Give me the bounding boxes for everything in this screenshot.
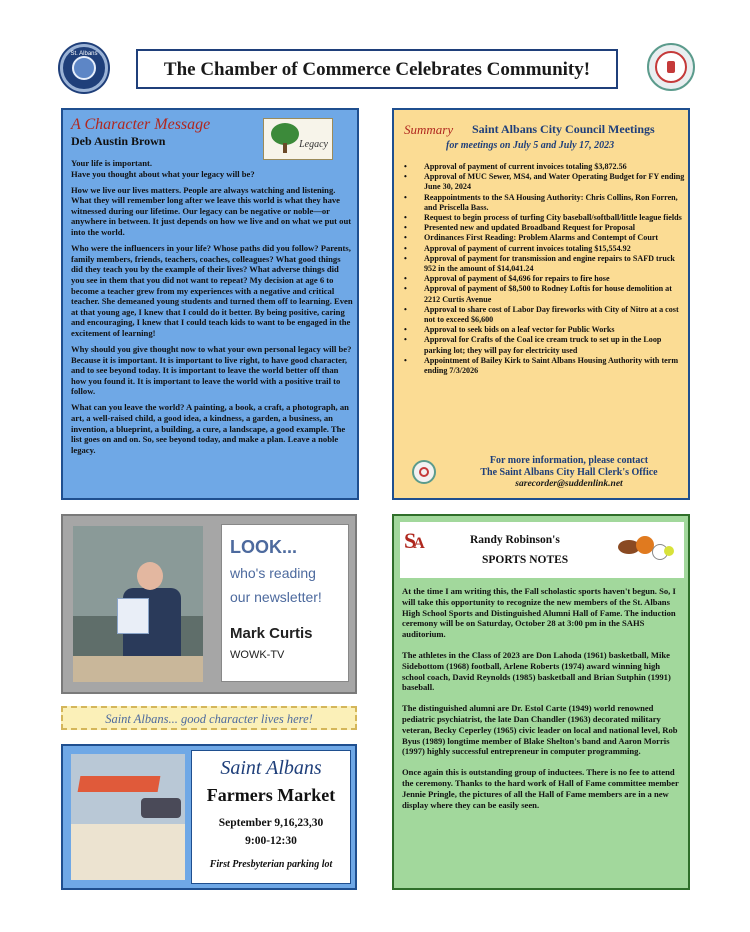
- summary-contact: [454, 455, 684, 479]
- sports-paragraph: At the time I am writing this, the Fall scholastic sports haven't begun. So, I will take this opportunity to recognize the new members of the St. Albans High School Sports and Distinguished Alumni Hall of Fame. The induction ceremony will be on Saturday, October 28 at 3:00 pm in the SAHS auditorium.: [402, 586, 676, 640]
- sahs-logo-a: A: [413, 535, 422, 552]
- newsletter-icon: [117, 598, 149, 634]
- character-paragraph: How we live our lives matters. People are always watching and listening. What they will remember long after we leave this world is what they have witnessed during our lifetime. Our legacy can be negative or noble—or anywhere in between. It just depends on how we live and on what we put out into the world.: [71, 184, 352, 238]
- farmers-market-panel: [61, 744, 357, 890]
- reader-spotlight-panel: [61, 514, 357, 694]
- summary-item: • Approval of payment of current invoices totaling $3,872.56: [400, 162, 686, 172]
- summary-item: • Approval of payment for transmission and engine repairs to SAFD truck 952 in the amount of $14,041.24: [400, 254, 686, 274]
- market-city: Saint Albans: [220, 757, 322, 779]
- market-title: Farmers Market: [206, 785, 336, 805]
- summary-item: • Approval to seek bids on a leaf vector for Public Works: [400, 325, 686, 335]
- city-seal-text: St. Albans: [70, 51, 98, 57]
- sports-notes-body: [402, 586, 684, 820]
- sports-author: Randy Robinson's: [470, 534, 560, 546]
- character-message-heading: A Character Message: [71, 116, 211, 133]
- page-title: The Chamber of Commerce Celebrates Community!: [163, 59, 591, 80]
- city-seal-logo: [60, 44, 108, 92]
- character-message-panel: [61, 108, 359, 500]
- legacy-tree-image: [263, 118, 333, 160]
- sports-paragraph: The distinguished alumni are Dr. Estol Carte (1949) world renowned pediatric psychiatrist, the late Dan Chandler (1963) decorated military veteran, Becky Ceperley (1965) civic leader on local and national level, Rob Byus (1989) longtime member of Blake Shelton's band and Aaron Morris (1997) highly successful entrepreneur in computer programming.: [402, 703, 678, 757]
- contact-email-link[interactable]: sarecorder@suddenlink.net: [515, 479, 623, 489]
- motto-banner: [61, 706, 357, 730]
- contact-office: The Saint Albans City Hall Clerk's Office: [480, 467, 658, 478]
- sports-paragraph: The athletes in the Class of 2023 are Don Lahoda (1961) basketball, Mike Sidebottom (1968) football, Arlene Roberts (1974) award winning high school coach, David Reynolds (1985) basketball and Brian Sutphin (1991) baseball.: [402, 649, 671, 693]
- reader-card: [221, 524, 349, 682]
- summary-item: • Approval to share cost of Labor Day fireworks with City of Nitro at a cost not to exceed $6,600: [400, 305, 686, 325]
- summary-list: [400, 162, 686, 376]
- summary-item: • Approval of payment of $4,696 for repairs to fire hose: [400, 274, 686, 284]
- newsletter-title-box: [136, 49, 618, 89]
- sahs-logo-s: S: [404, 528, 414, 553]
- motto-text: Saint Albans... good character lives here!: [105, 712, 313, 726]
- tree-icon: [271, 123, 299, 145]
- look-line-2: who's reading: [230, 565, 316, 581]
- summary-item: • Request to begin process of turfing City baseball/softball/little league fields: [400, 213, 686, 223]
- summary-item: • Appointment of Bailey Kirk to Saint Albans Housing Authority with term ending 7/3/2026: [400, 356, 686, 376]
- summary-title: Saint Albans City Council Meetings: [472, 122, 655, 136]
- character-paragraph: Why should you give thought now to what your own personal legacy will be? Because it is important. It is important to live right, to have good character, and to see beyond today. It is important to leave the world better off than how you found it. It is important to leave the world with a positive trail to follow.: [71, 344, 352, 397]
- market-location: First Presbyterian parking lot: [209, 859, 333, 870]
- look-line-1: LOOK...: [230, 537, 297, 557]
- city-emblem-logo: [647, 43, 695, 91]
- character-message-body: [71, 158, 353, 461]
- sports-paragraph: Once again this is outstanding group of inductees. There is no fee to attend the ceremony. Thanks to the hard work of Hall of Fame committee member Jennie Pringle, the pictures of all the Hall of Fame members are in a new display where they can be easily seen.: [402, 767, 679, 810]
- character-message-author: Deb Austin Brown: [71, 134, 166, 148]
- legacy-label: Legacy: [299, 139, 328, 150]
- council-summary-panel: [392, 108, 690, 500]
- character-paragraph: What can you leave the world? A painting, a book, a craft, a photograph, an art, a well-raised child, a good idea, a kindness, a garden, a business, an invention, a blueprint, a building, a cure, a landscape, a good example. The list goes on and on. So, see beyond today, and make a plan. Leave a noble legacy.: [71, 402, 349, 455]
- summary-item: • Approval of payment of current invoices totaling $15,554.92: [400, 244, 686, 254]
- summary-item: • Presented new and updated Broadband Request for Proposal: [400, 223, 686, 233]
- reader-name: Mark Curtis: [230, 625, 313, 642]
- sports-header: [400, 522, 684, 578]
- summary-item: • Ordinances First Reading: Problem Alarms and Contempt of Court: [400, 233, 686, 243]
- reader-station: WOWK-TV: [230, 649, 285, 661]
- summary-subtitle: for meetings on July 5 and July 17, 2023: [446, 140, 615, 151]
- market-photo: [71, 754, 185, 880]
- market-dates: September 9,16,23,30: [218, 817, 324, 829]
- summary-item: • Reappointments to the SA Housing Authority: Chris Collins, Ron Forren, and Priscella Bass.: [400, 193, 686, 213]
- contact-line: For more information, please contact: [489, 455, 649, 466]
- look-line-3: our newsletter!: [230, 589, 322, 605]
- reader-photo: [73, 526, 203, 682]
- market-card: [191, 750, 351, 884]
- summary-label: Summary: [404, 122, 454, 137]
- summary-item: • Approval for Crafts of the Coal ice cream truck to set up in the Loop parking lot; they will pay for electricity used: [400, 335, 686, 355]
- sports-notes-panel: [392, 514, 690, 890]
- summary-item: • Approval of MUC Sewer, MS4, and Water Operating Budget for FY ending June 30, 2024: [400, 172, 686, 192]
- character-paragraph: Who were the influencers in your life? Whose paths did you follow? Parents, family members, friends, teachers, coaches, colleagues? What good things did they teach you by the example of their lives? What adverse things did you see in them that you did not want to repeat? My decision at age 6 to become a teacher grew from my experiences with a negative and critical teacher. She demeaned young students and turned them off to learning. Even at that young age, I knew that I could do it better. By being positive, caring and encouraging, I knew that I could teach kids to want to be engaged in the excitement of learning!: [71, 243, 353, 338]
- character-paragraph: Your life is important. Have you thought about what your legacy will be?: [71, 158, 255, 179]
- summary-item: • Approval of payment of $8,500 to Rodney Loftis for house demolition at 2212 Curtis Avenue: [400, 284, 686, 304]
- city-hall-seal-icon: [412, 460, 436, 484]
- sports-title: SPORTS NOTES: [482, 554, 569, 566]
- market-time: 9:00-12:30: [245, 835, 297, 847]
- sahs-logo: [404, 528, 422, 554]
- sports-balls-icon: [618, 532, 678, 566]
